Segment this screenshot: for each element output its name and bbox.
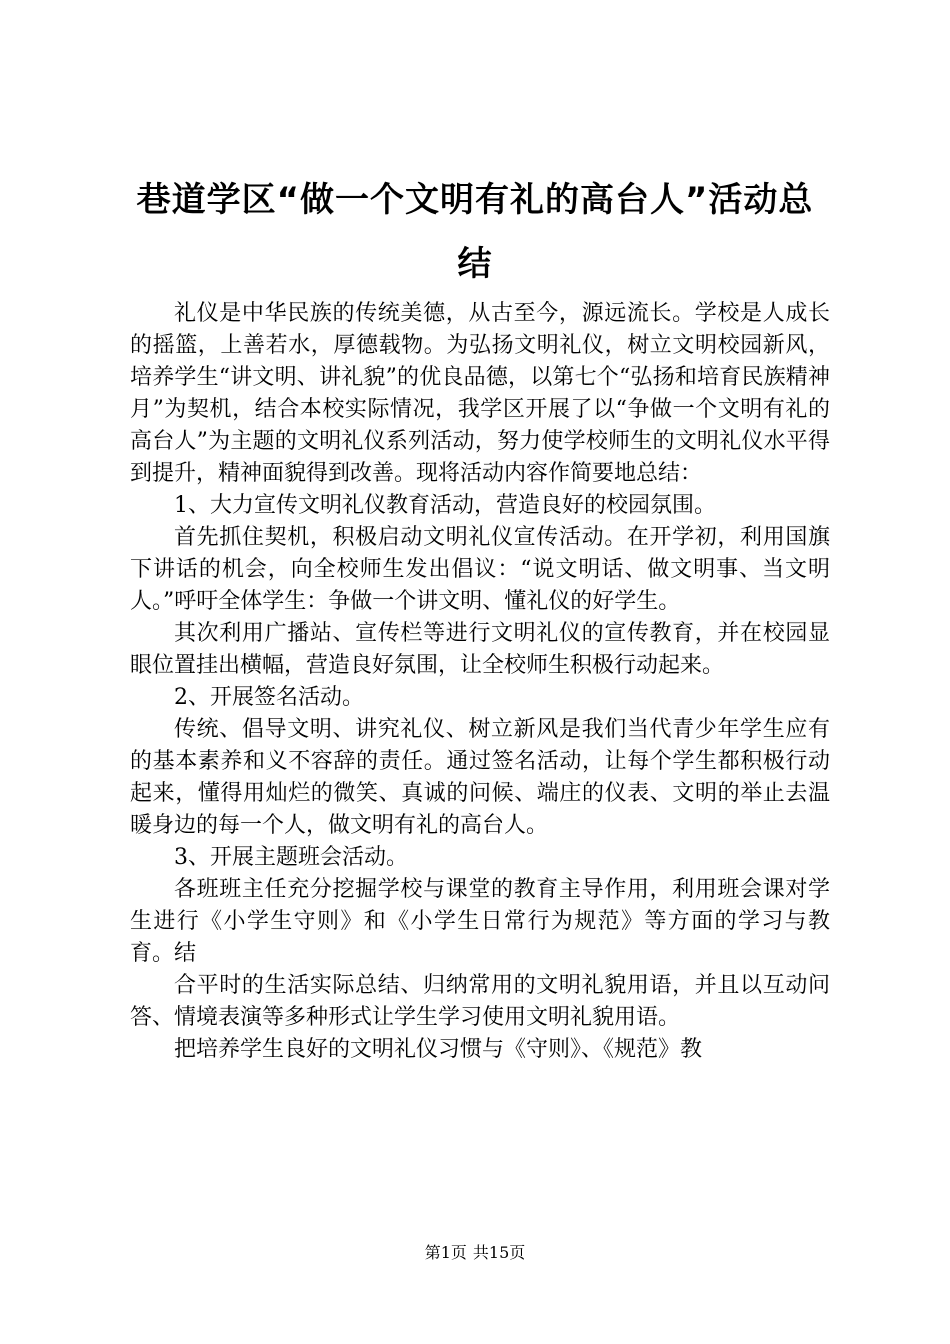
page-footer bbox=[0, 1243, 950, 1263]
paragraph: 把培养学生良好的文明礼仪习惯与《守则》、《规范》教 bbox=[174, 1037, 703, 1062]
paragraph: 首先抓住契机，积极启动文明礼仪宣传活动。在开学初，利用国旗下讲话的机会，向全校师生发出倡议：“说文明话、做文明事、当文明人。”呼吁全体学生：争做一个讲文明、懂礼仪的好学生。 bbox=[130, 525, 830, 614]
page-number: 第1页 bbox=[424, 1243, 467, 1262]
document-title: 巷道学区“做一个文明有礼的高台人”活动总结 bbox=[136, 180, 814, 284]
paragraph: 各班班主任充分挖掘学校与课堂的教育主导作用，利用班会课对学生进行《小学生守则》和《小学生日常行为规范》等方面的学习与教育。结 bbox=[130, 877, 830, 966]
section-heading-1: 1、大力宣传文明礼仪教育活动，营造良好的校园氛围。 bbox=[174, 493, 716, 518]
paragraph: 合平时的生活实际总结、归纳常用的文明礼貌用语，并且以互动问答、情境表演等多种形式让学生学习使用文明礼貌用语。 bbox=[130, 973, 830, 1030]
document-body bbox=[130, 298, 830, 1066]
section-heading-2: 2、开展签名活动。 bbox=[174, 685, 364, 710]
paragraph: 传统、倡导文明、讲究礼仪、树立新风是我们当代青少年学生应有的基本素养和义不容辞的责任。通过签名活动，让每个学生都积极行动起来，懂得用灿烂的微笑、真诚的问候、端庄的仪表、文明的举止去温暖身边的每一个人，做文明有礼的高台人。 bbox=[130, 717, 830, 838]
paragraph: 其次利用广播站、宣传栏等进行文明礼仪的宣传教育，并在校园显眼位置挂出横幅，营造良好氛围，让全校师生积极行动起来。 bbox=[130, 621, 830, 678]
section-heading-3: 3、开展主题班会活动。 bbox=[174, 845, 408, 870]
paragraph-intro: 礼仪是中华民族的传统美德，从古至今，源远流长。学校是人成长的摇篮，上善若水，厚德载物。为弘扬文明礼仪，树立文明校园新风，培养学生“讲文明、讲礼貌”的优良品德，以第七个“弘扬和培育民族精神月”为契机，结合本校实际情况，我学区开展了以“争做一个文明有礼的高台人”为主题的文明礼仪系列活动，努力使学校师生的文明礼仪水平得到提升，精神面貌得到改善。现将活动内容作简要地总结： bbox=[130, 301, 830, 486]
page-total: 共15页 bbox=[472, 1243, 526, 1262]
